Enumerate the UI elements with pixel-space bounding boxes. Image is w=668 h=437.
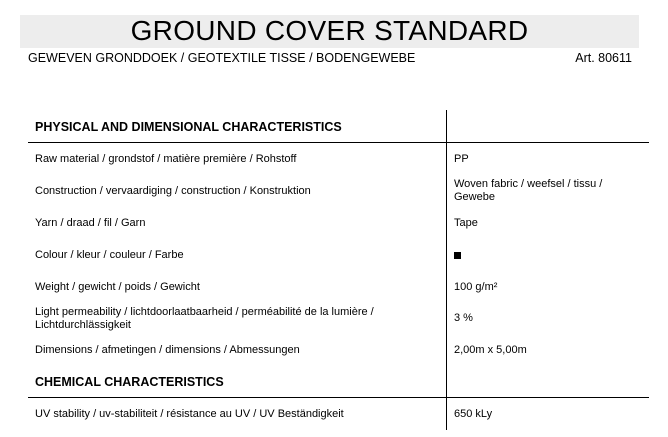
column-divider (446, 110, 447, 430)
row-label-weight: Weight / gewicht / poids / Gewicht (35, 281, 200, 293)
row-value-light-permeability: 3 % (454, 312, 473, 324)
row-value-yarn: Tape (454, 217, 478, 229)
row-label-light-permeability: Light permeability / lichtdoorlaatbaarheid / perméabilité de la lumière / Lichtdurchlässigkeit (35, 306, 374, 331)
row-label-raw-material: Raw material / grondstof / matière première / Rohstoff (35, 153, 297, 165)
row-label-yarn: Yarn / draad / fil / Garn (35, 217, 146, 229)
colour-swatch (454, 252, 461, 259)
row-value-colour (454, 249, 644, 262)
row-label-dimensions: Dimensions / afmetingen / dimensions / Abmessungen (35, 344, 300, 356)
row-value-dimensions: 2,00m x 5,00m (454, 344, 527, 356)
section-rule-physical (28, 142, 649, 143)
article-number: Art. 80611 (575, 51, 632, 65)
section-rule-chemical (28, 397, 649, 398)
section-heading-physical: PHYSICAL AND DIMENSIONAL CHARACTERISTICS (35, 120, 342, 134)
row-label-colour: Colour / kleur / couleur / Farbe (35, 249, 184, 261)
row-value-construction: Woven fabric / weefsel / tissu / Gewebe (454, 178, 603, 203)
section-heading-chemical: CHEMICAL CHARACTERISTICS (35, 375, 224, 389)
document-title: GROUND COVER STANDARD (130, 15, 529, 46)
document-subtitle: GEWEVEN GRONDDOEK / GEOTEXTILE TISSE / BODENGEWEBE (28, 51, 416, 65)
row-value-weight: 100 g/m² (454, 281, 498, 293)
row-value-uv-stability: 650 kLy (454, 408, 493, 420)
row-label-uv-stability: UV stability / uv-stabiliteit / résistance au UV / UV Beständigkeit (35, 408, 344, 420)
row-label-construction: Construction / vervaardiging / construction / Konstruktion (35, 185, 311, 197)
row-value-raw-material: PP (454, 153, 469, 165)
